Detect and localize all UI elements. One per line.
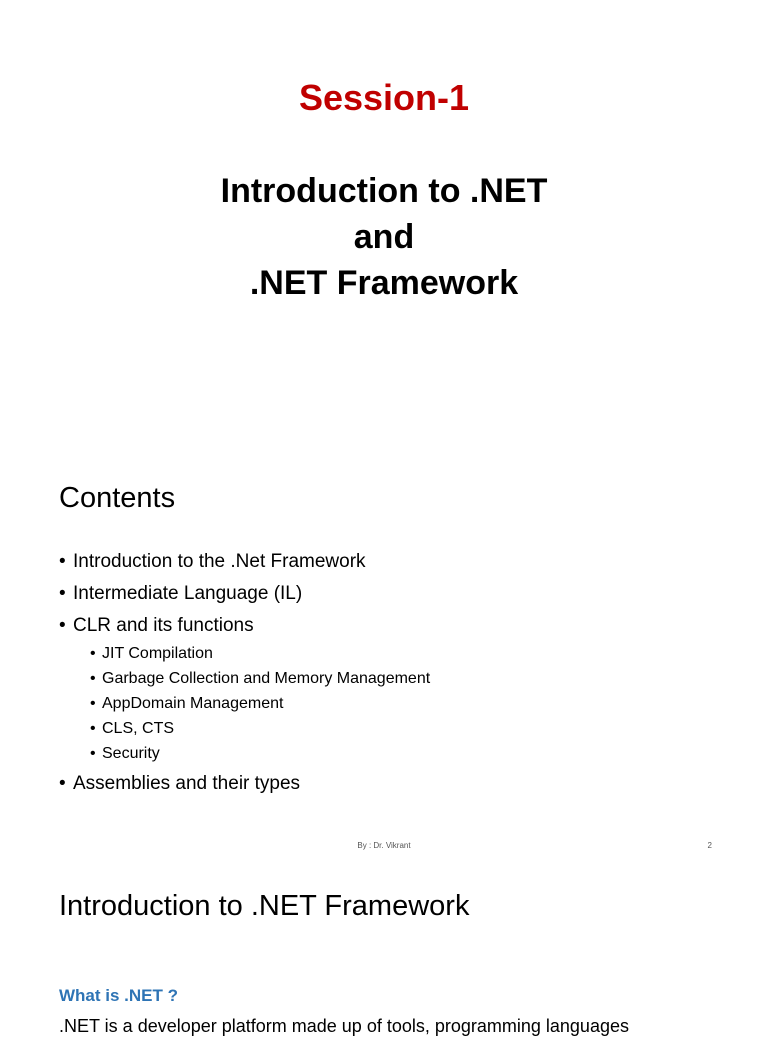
main-title-line-1: Introduction to .NET xyxy=(220,172,548,210)
main-title-line-3: .NET Framework xyxy=(249,264,519,302)
main-title xyxy=(0,168,768,306)
body-text: .NET is a developer platform made up of tools, programming languages xyxy=(59,1016,629,1036)
list-item: • Intermediate Language (IL) xyxy=(59,582,430,606)
main-title-line-2: and xyxy=(353,218,415,256)
list-item: • CLR and its functions xyxy=(59,614,430,638)
sub-list-item: • AppDomain Management xyxy=(59,694,430,714)
sub-list-item: • CLS, CTS xyxy=(59,719,430,739)
session-title: Session-1 xyxy=(298,77,470,118)
sub-list-item: • Security xyxy=(59,744,430,764)
page-number: 2 xyxy=(707,841,712,850)
list-item: • Introduction to the .Net Framework xyxy=(59,550,430,574)
section-heading: Introduction to .NET Framework xyxy=(59,890,470,922)
list-item: • Assemblies and their types xyxy=(59,772,430,796)
sub-list-item: • JIT Compilation xyxy=(59,644,430,664)
footer-author: By : Dr. Vikrant xyxy=(357,841,411,850)
contents-list xyxy=(59,550,430,796)
sub-heading: What is .NET ? xyxy=(59,986,178,1005)
contents-heading: Contents xyxy=(59,482,176,514)
sub-list-item: • Garbage Collection and Memory Management xyxy=(59,669,430,689)
